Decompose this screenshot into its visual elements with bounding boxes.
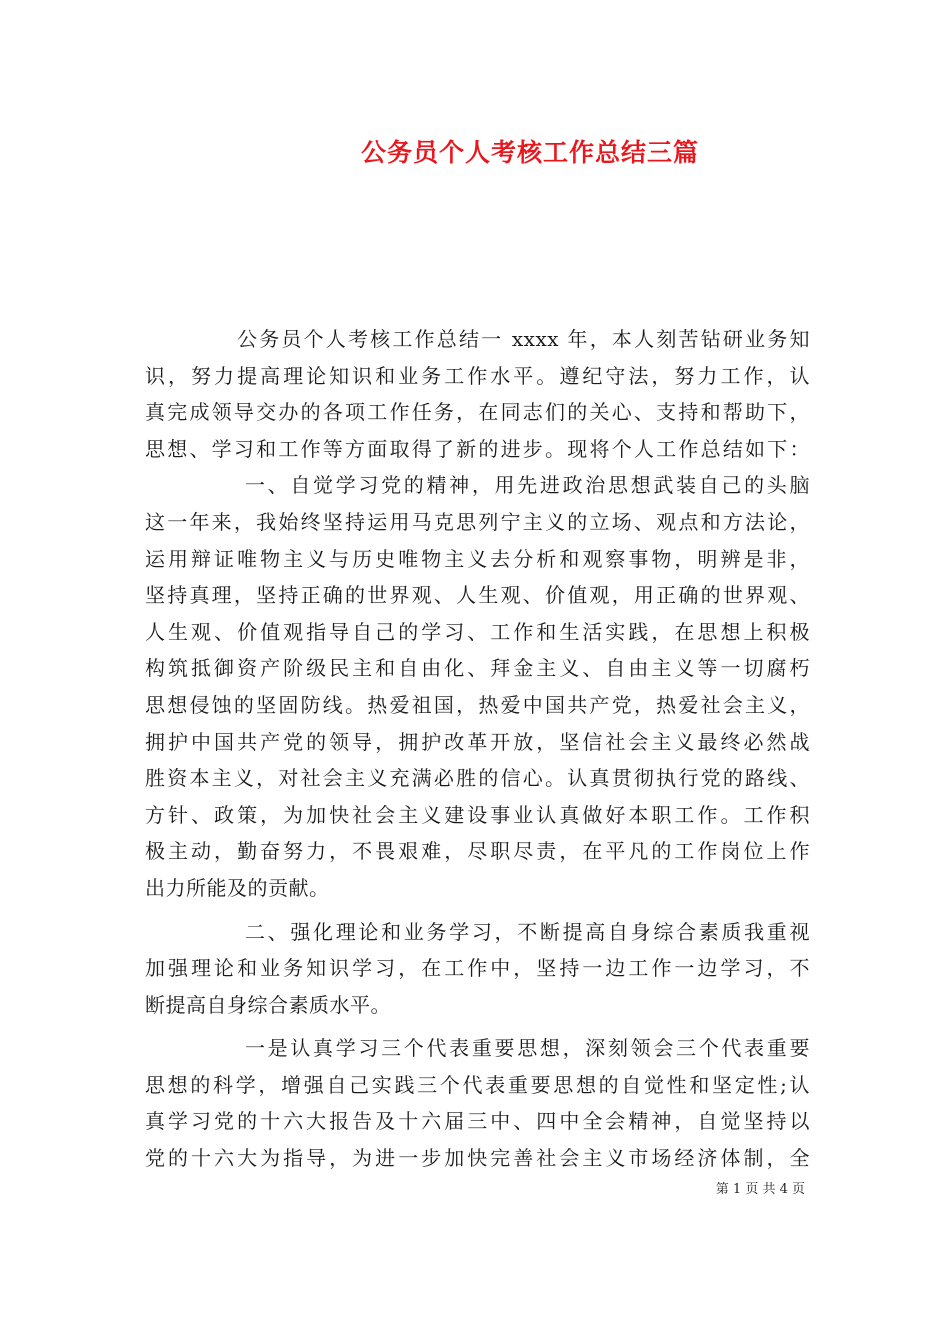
paragraph-line: 极主动，勤奋努力，不畏艰难，尽职尽责，在平凡的工作岗位上作 [145,839,810,864]
paragraph-line: 党的十六大为指导，为进一步加快完善社会主义市场经济体制，全 [145,1146,810,1171]
page-number-footer: 第 1 页 共 4 页 [715,1182,805,1197]
paragraph-line: 识，努力提高理论知识和业务工作水平。遵纪守法，努力工作，认 [145,363,810,388]
paragraph-line: 思想、学习和工作等方面取得了新的进步。现将个人工作总结如下： [145,436,810,461]
paragraph-line: 思想侵蚀的坚固防线。热爱祖国，热爱中国共产党，热爱社会主义， [145,692,810,717]
paragraph-line: 加强理论和业务知识学习，在工作中，坚持一边工作一边学习，不 [145,956,810,981]
section-heading-line: 一、自觉学习党的精神，用先进政治思想武装自己的头脑 [245,473,810,498]
paragraph-line: 胜资本主义，对社会主义充满必胜的信心。认真贯彻执行党的路线、 [145,766,810,791]
paragraph-line: 出力所能及的贡献。 [145,875,330,900]
paragraph-line: 思想的科学，增强自己实践三个代表重要思想的自觉性和坚定性;认 [145,1072,810,1097]
paragraph-line: 真学习党的十六大报告及十六届三中、四中全会精神，自觉坚持以 [145,1109,810,1134]
paragraph-line: 构筑抵御资产阶级民主和自由化、拜金主义、自由主义等一切腐朽 [145,656,810,681]
paragraph-line: 拥护中国共产党的领导，拥护改革开放，坚信社会主义最终必然战 [145,729,810,754]
paragraph-line: 人生观、价值观指导自己的学习、工作和生活实践，在思想上积极 [145,619,810,644]
paragraph-line: 坚持真理，坚持正确的世界观、人生观、价值观，用正确的世界观、 [145,583,810,608]
paragraph-line: 一是认真学习三个代表重要思想，深刻领会三个代表重要 [245,1036,810,1061]
section-heading-line: 二、强化理论和业务学习，不断提高自身综合素质我重视 [245,919,810,944]
paragraph-line: 这一年来，我始终坚持运用马克思列宁主义的立场、观点和方法论， [145,509,810,534]
document-title: 公务员个人考核工作总结三篇 [360,138,699,167]
document-body [145,321,810,1177]
paragraph-line: 真完成领导交办的各项工作任务，在同志们的关心、支持和帮助下， [145,400,810,425]
paragraph-line: 运用辩证唯物主义与历史唯物主义去分析和观察事物，明辨是非， [145,546,810,571]
paragraph-line: 断提高自身综合素质水平。 [145,992,391,1017]
paragraph-line: 公务员个人考核工作总结一 xxxx 年，本人刻苦钻研业务知 [237,327,810,351]
paragraph-line: 方针、政策，为加快社会主义建设事业认真做好本职工作。工作积 [145,802,810,827]
